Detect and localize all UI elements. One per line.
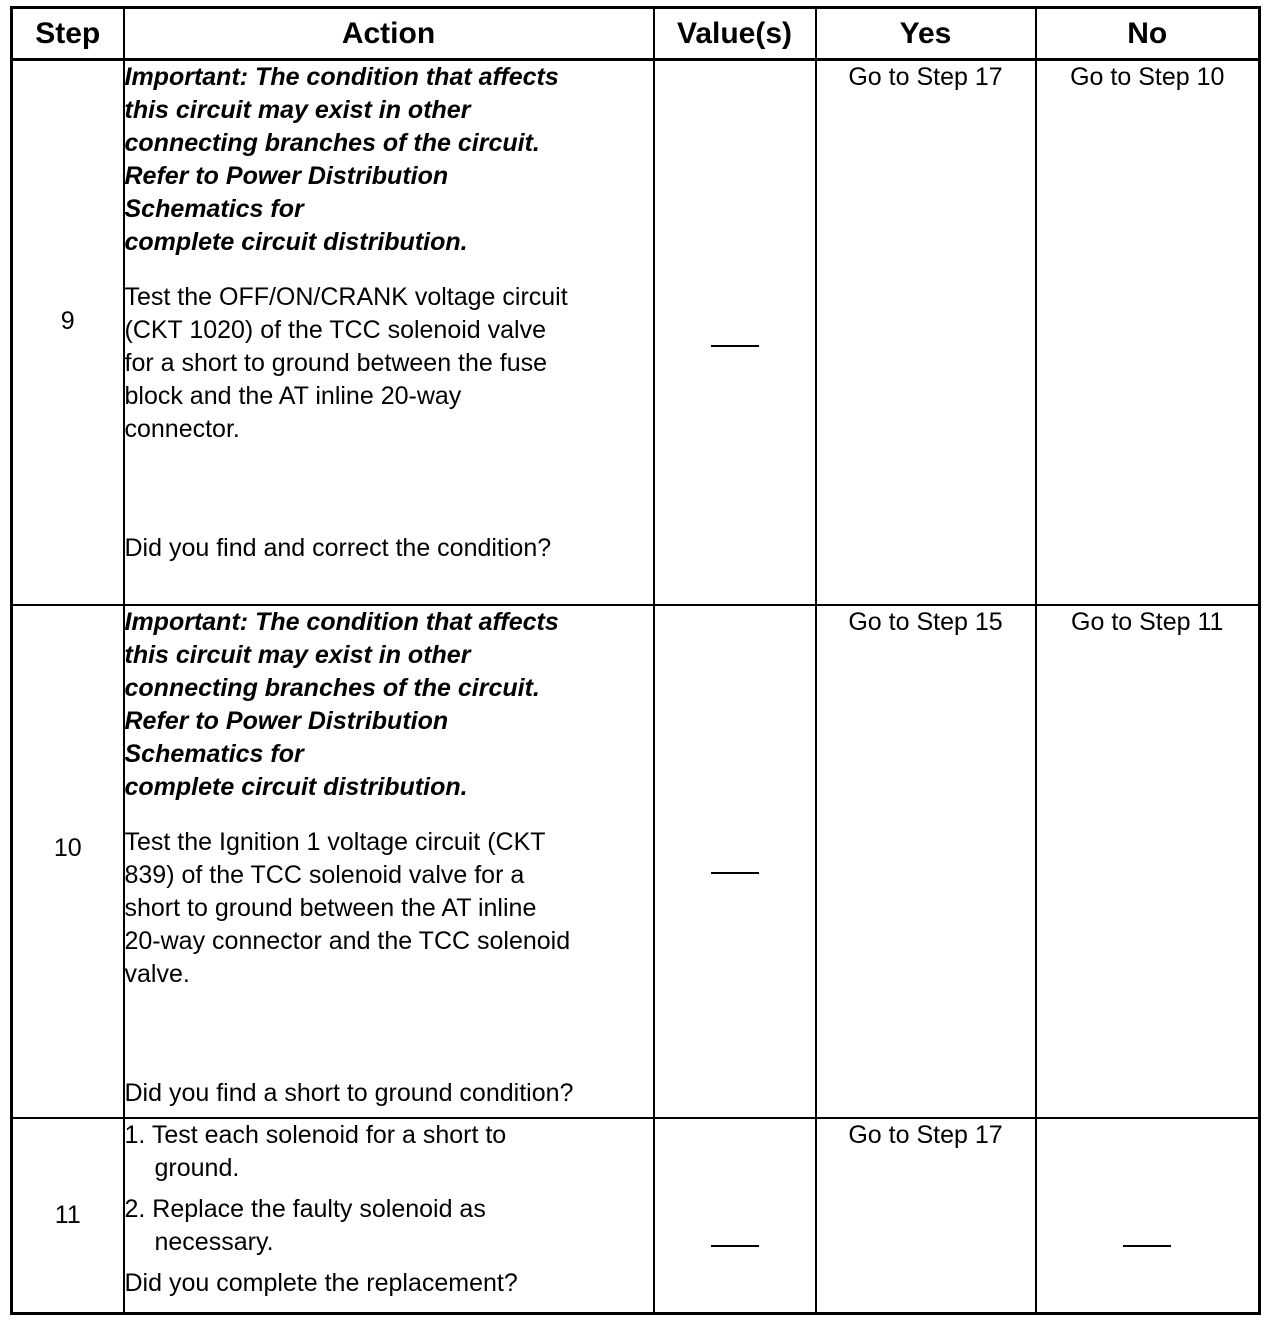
list-item-text: 2. Replace the faulty solenoid as: [124, 1194, 486, 1223]
instruction-line: block and the AT inline 20-way: [124, 382, 462, 410]
action-cell: [124, 1118, 654, 1314]
instruction-line: Test the OFF/ON/CRANK voltage circuit: [124, 283, 568, 311]
header-step: Step: [12, 8, 124, 60]
important-note: [125, 61, 653, 259]
instruction-line: valve.: [124, 959, 190, 988]
instruction-line: 20-way connector and the TCC solenoid: [124, 926, 571, 955]
note-line: Schematics for: [124, 739, 304, 768]
table-row: [12, 605, 1260, 1118]
value-dash: [1123, 1245, 1171, 1247]
no-action: Go to Step 10: [1036, 60, 1260, 605]
important-note: [125, 606, 653, 804]
list-item-text: ground.: [154, 1153, 240, 1182]
no-action: Go to Step 11: [1036, 605, 1260, 1118]
table-row: [12, 60, 1260, 605]
yes-action: Go to Step 15: [816, 605, 1036, 1118]
instruction-line: connector.: [124, 415, 240, 443]
step-number: 9: [12, 60, 124, 605]
note-line: Important: The condition that affects: [124, 607, 559, 636]
note-line: complete circuit distribution.: [124, 228, 468, 256]
list-item: [125, 1119, 653, 1185]
note-line: connecting branches of the circuit.: [124, 673, 540, 702]
header-row: [12, 8, 1260, 60]
value-dash: [711, 872, 759, 874]
header-values: Value(s): [654, 8, 816, 60]
note-line: this circuit may exist in other: [124, 96, 471, 124]
yes-action: Go to Step 17: [816, 1118, 1036, 1314]
question-text: Did you complete the replacement?: [124, 1268, 518, 1297]
note-line: connecting branches of the circuit.: [124, 129, 540, 157]
note-line: complete circuit distribution.: [124, 772, 468, 801]
note-line: this circuit may exist in other: [124, 640, 471, 669]
step-number: 11: [12, 1118, 124, 1314]
test-instruction: [125, 281, 653, 446]
value-cell: [654, 60, 816, 605]
note-line: Schematics for: [124, 195, 304, 223]
note-line: Refer to Power Distribution: [124, 706, 449, 735]
header-no: No: [1036, 8, 1260, 60]
instruction-line: for a short to ground between the fuse: [124, 349, 547, 377]
value-dash: [711, 1245, 759, 1247]
yes-action: Go to Step 17: [816, 60, 1036, 605]
diagnostic-table: [10, 6, 1261, 1315]
list-item: [125, 1193, 653, 1259]
instruction-line: 839) of the TCC solenoid valve for a: [124, 860, 525, 889]
note-line: Refer to Power Distribution: [124, 162, 449, 190]
header-yes: Yes: [816, 8, 1036, 60]
value-dash: [711, 345, 759, 347]
step-number: 10: [12, 605, 124, 1118]
question-text: Did you find and correct the condition?: [124, 534, 552, 562]
question-text: Did you find a short to ground condition?: [124, 1078, 574, 1107]
value-cell: [654, 1118, 816, 1314]
list-item-text: 1. Test each solenoid for a short to: [124, 1120, 507, 1149]
value-cell: [654, 605, 816, 1118]
instruction-line: (CKT 1020) of the TCC solenoid valve: [124, 316, 547, 344]
no-action: [1036, 1118, 1260, 1314]
note-line: Important: The condition that affects: [124, 63, 559, 91]
table-row: [12, 1118, 1260, 1314]
action-cell: [124, 60, 654, 605]
instruction-line: Test the Ignition 1 voltage circuit (CKT: [124, 827, 546, 856]
action-cell: [124, 605, 654, 1118]
header-action: Action: [124, 8, 654, 60]
list-item-text: necessary.: [154, 1227, 274, 1256]
procedure-list: [125, 1119, 653, 1259]
instruction-line: short to ground between the AT inline: [124, 893, 537, 922]
test-instruction: [125, 826, 653, 991]
